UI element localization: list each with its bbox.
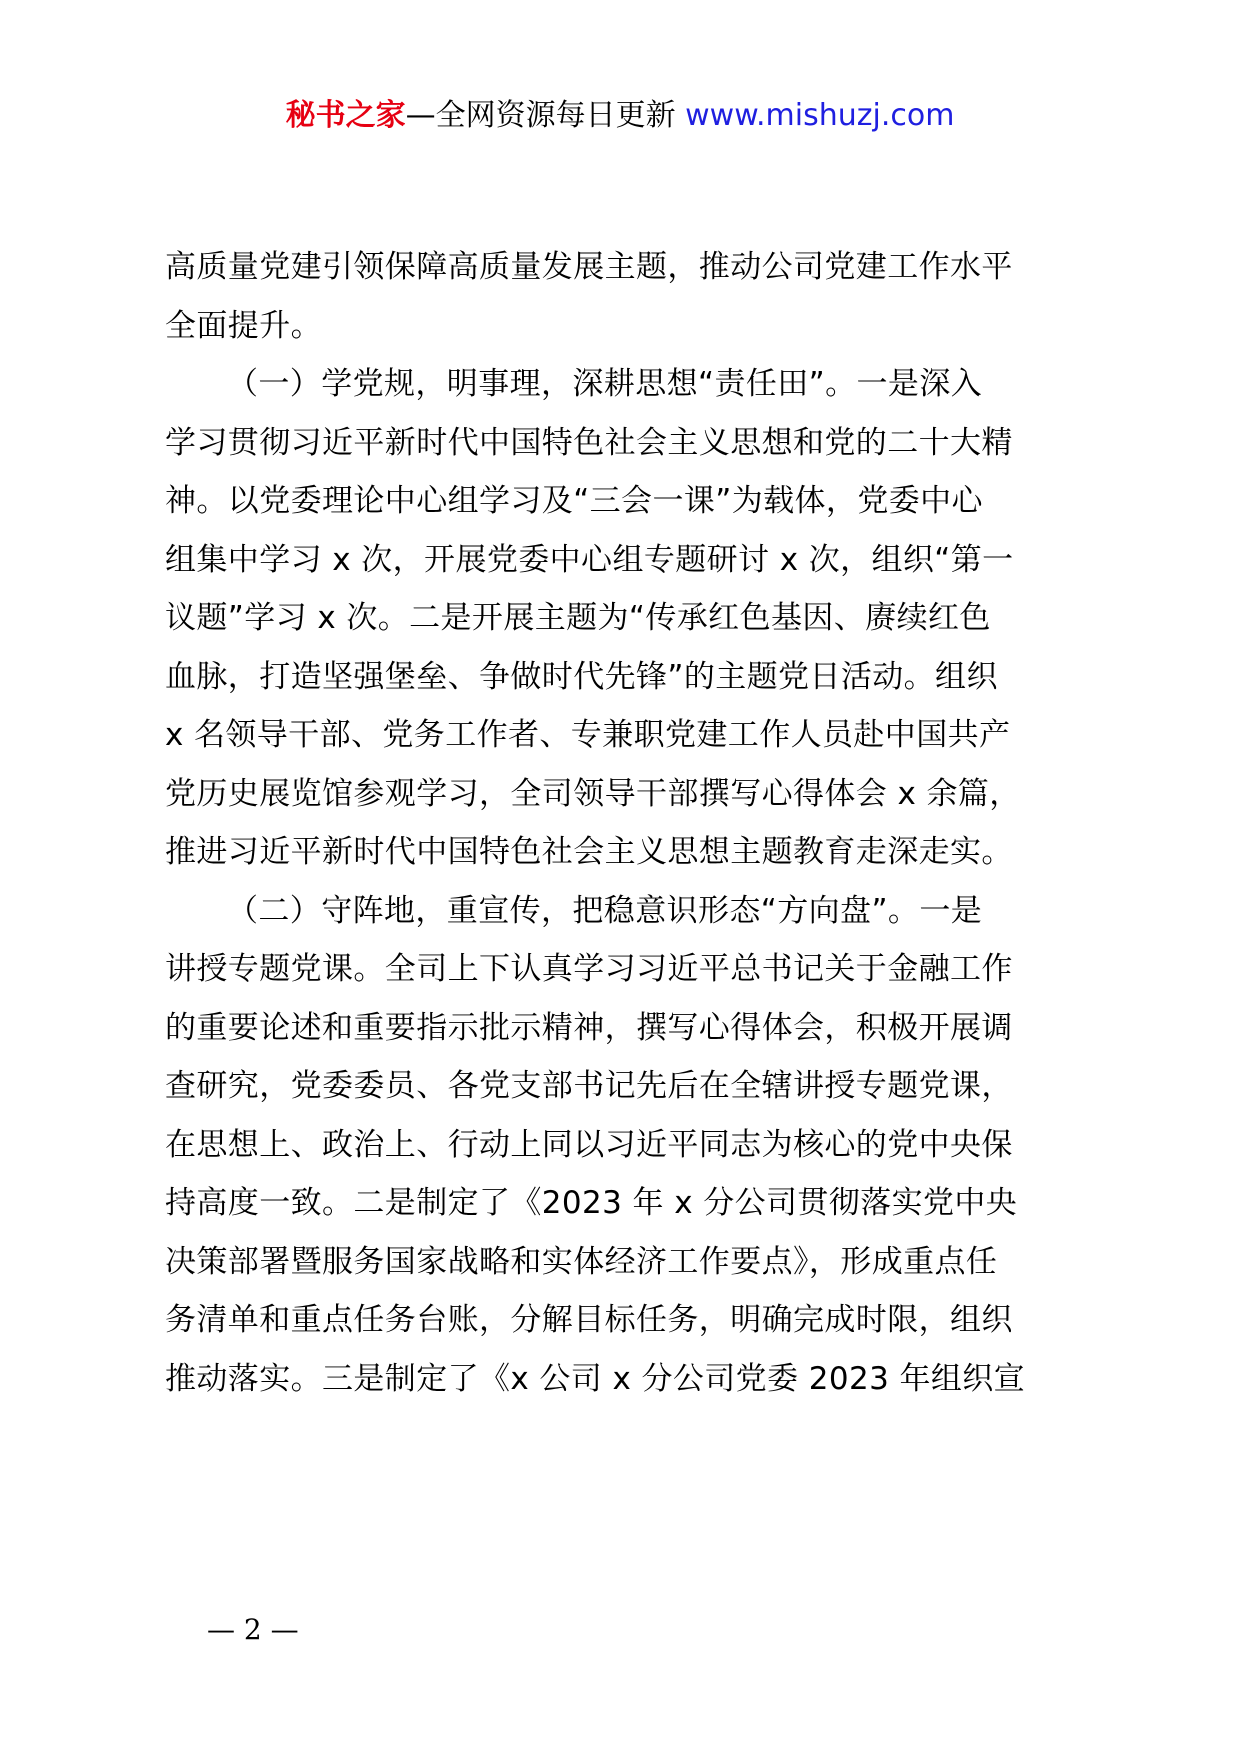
text-line: 议题”学习 x 次。二是开展主题为“传承红色基因、赓续红色 — [165, 600, 991, 636]
text-line: 高质量党建引领保障高质量发展主题，推动公司党建工作水平 — [165, 249, 1013, 285]
text-line: 持高度一致。二是制定了《2023 年 x 分公司贯彻落实党中央 — [165, 1185, 1018, 1221]
page-number: — 2 — — [207, 1613, 299, 1646]
text-line: 党历史展览馆参观学习，全司领导干部撰写心得体会 x 余篇， — [165, 775, 1021, 812]
text-line: 学习贯彻习近平新时代中国特色社会主义思想和党的二十大精 — [165, 424, 1013, 461]
text-line: 全面提升。 — [165, 307, 322, 344]
text-line: 组集中学习 x 次，开展党委中心组专题研讨 x 次，组织“第一 — [165, 541, 1014, 578]
text-line: 在思想上、政治上、行动上同以习近平同志为核心的党中央保 — [165, 1126, 1013, 1163]
text-line: 推动落实。三是制定了《x 公司 x 分公司党委 2023 年组织宣 — [165, 1360, 1026, 1397]
brand-name: 秘书之家 — [285, 98, 406, 133]
text-line: 决策部署暨服务国家战略和实体经济工作要点》，形成重点任 — [165, 1243, 998, 1280]
text-line: 讲授专题党课。全司上下认真学习习近平总书记关于金融工作 — [165, 951, 1013, 987]
site-url-link[interactable]: www.mishuzj.com — [685, 98, 955, 133]
section-heading-line: （二）守阵地，重宣传，把稳意识形态“方向盘”。一是 — [227, 892, 983, 929]
text-line: 务清单和重点任务台账，分解目标任务，明确完成时限，组织 — [165, 1302, 1013, 1338]
document-body — [165, 238, 1077, 1408]
header-tagline: —全网资源每日更新 — [405, 98, 676, 133]
text-line: 的重要论述和重要指示批示精神，撰写心得体会，积极开展调 — [165, 1009, 1013, 1046]
text-line: 查研究，党委委员、各党支部书记先后在全辖讲授专题党课， — [165, 1068, 1013, 1104]
text-line: x 名领导干部、党务工作者、专兼职党建工作人员赴中国共产 — [165, 717, 1011, 753]
site-header — [0, 96, 1240, 136]
section-heading-line: （一）学党规，明事理，深耕思想“责任田”。一是深入 — [227, 366, 983, 402]
text-line: 血脉，打造坚强堡垒、争做时代先锋”的主题党日活动。组织 — [165, 658, 998, 695]
text-line: 神。以党委理论中心组学习及“三会一课”为载体，党委中心 — [165, 483, 983, 519]
text-line: 推进习近平新时代中国特色社会主义思想主题教育走深走实。 — [165, 834, 1013, 870]
